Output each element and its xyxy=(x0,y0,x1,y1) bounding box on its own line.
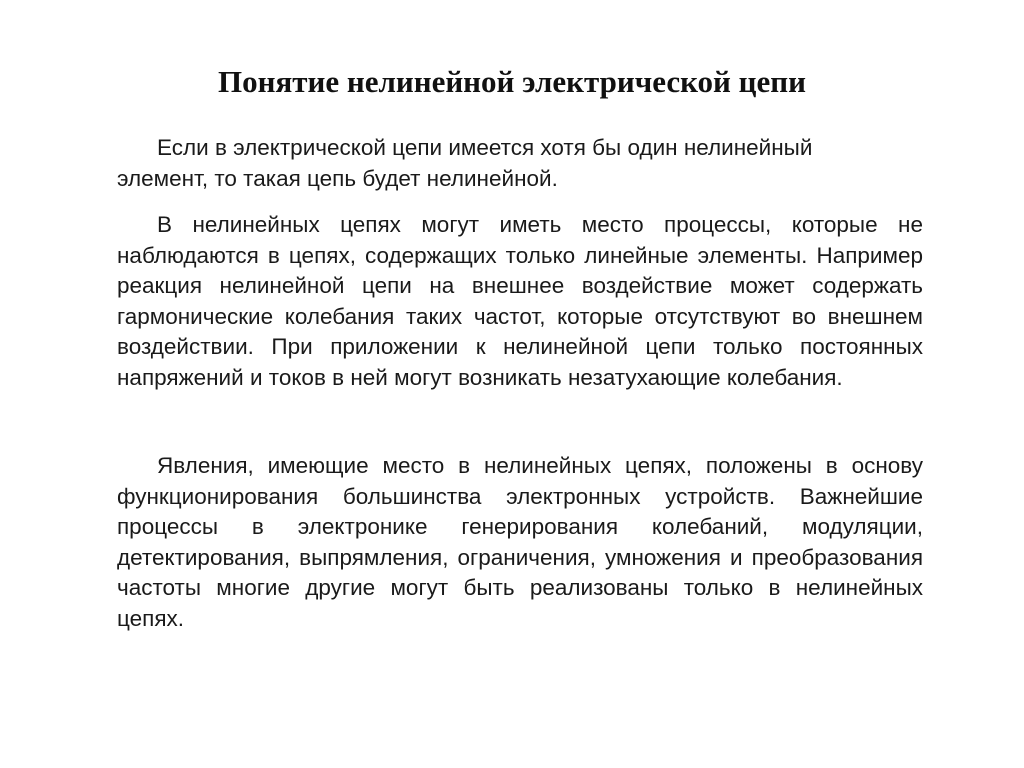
paragraph-applications: Явления, имеющие место в нелинейных цепях, положены в основу функционирования большинства электронных устройств. Важнейшие процессы в электронике генерирования колебаний, модуляции, детектирования, выпрямления, ограничения, умножения и преобразования частоты многие другие могут быть реализованы только в нелинейных цепях. xyxy=(117,453,923,631)
paragraph-definition: Если в электрической цепи имеется хотя бы один нелинейный элемент, то такая цепь будет нелинейной. xyxy=(117,135,813,191)
slide-title: Понятие нелинейной электрической цепи xyxy=(217,64,807,99)
paragraph-processes: В нелинейных цепях могут иметь место процессы, которые не наблюдаются в цепях, содержащих только линейные элементы. Например реакция нелинейной цепи на внешнее воздействие может содержать гармонические колебания таких частот, которые отсутствуют во внешнем воздействии. При приложении к нелинейной цепи только постоянных напряжений и токов в ней могут возникать незатухающие колебания. xyxy=(117,212,923,390)
